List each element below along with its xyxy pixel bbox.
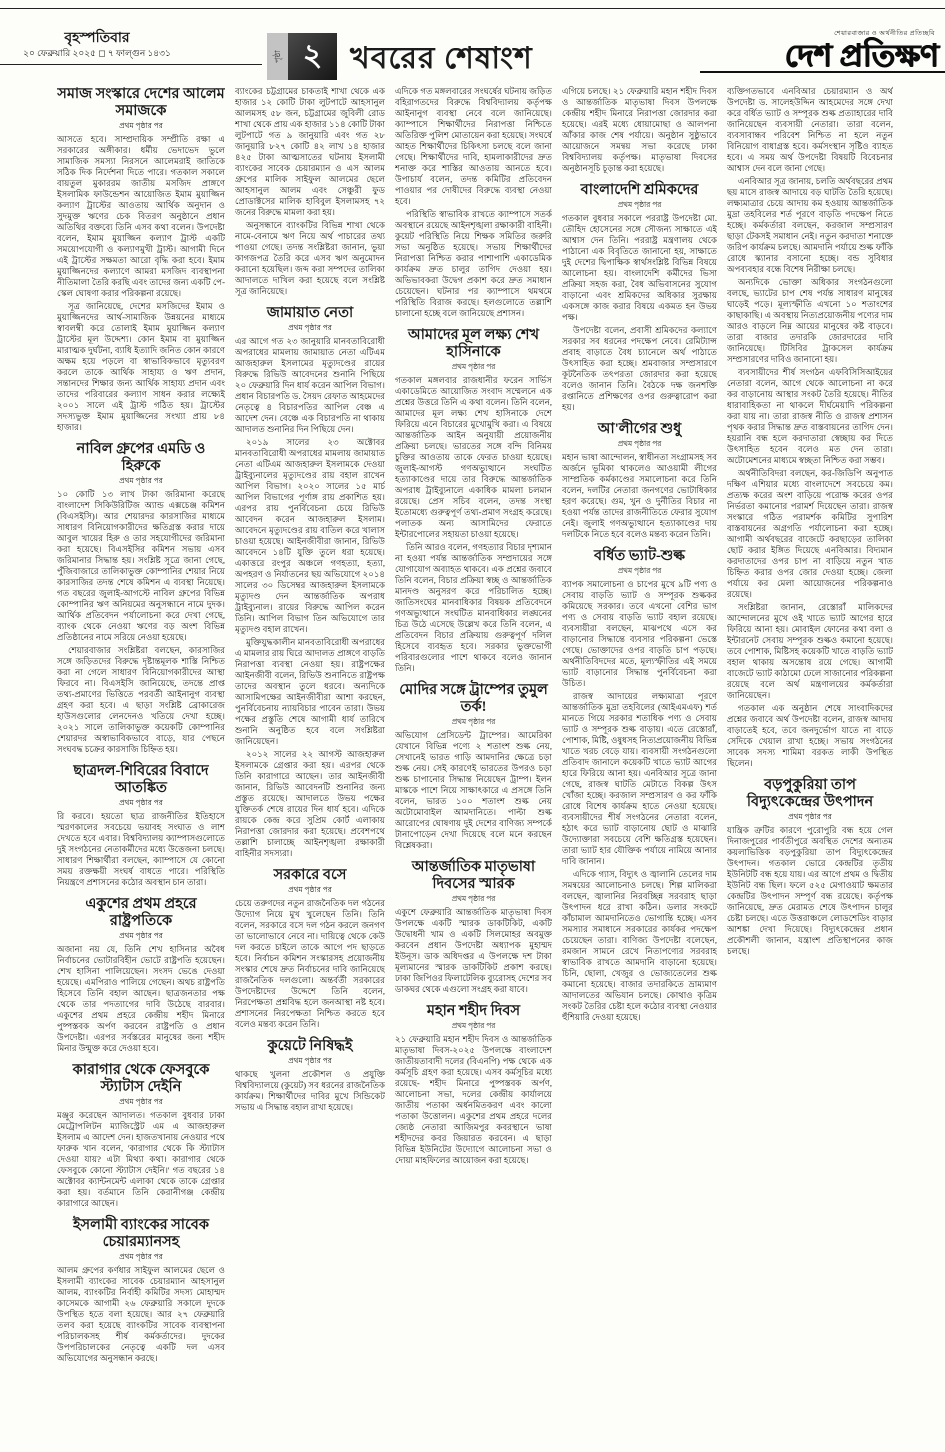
- news-column: [57, 86, 225, 1446]
- body-paragraph: ব্যক্তিগতভাবে এনবিআর চেয়ারম্যান ও অর্থ উপদেষ্টা ড. সালেহউদ্দিন আহমেদের সঙ্গে দেখা করে বর্ধিত ভ্যাট ও সম্পূরক শুল্ক প্রত্যাহারের দাবি জানিয়েছেন ব্যবসায়ী নেতারা। তারা বলেন, ব্যবসাবান্ধব পরিবেশ নিশ্চিত না হলে নতুন বিনিয়োগ বাধাগ্রস্ত হবে। কর্মসংস্থান সৃষ্টিও ব্যাহত হবে। এ সময় অর্থ উপদেষ্টা বিষয়টি বিবেচনার আশ্বাস দেন বলে জানা গেছে।: [727, 86, 893, 173]
- article-headline: ছাত্রদল-শিবিরের বিবাদে আতঙ্কিত: [73, 763, 209, 796]
- top-rule: [0, 8, 945, 9]
- article-headline: একুশের প্রথম প্রহরে রাষ্ট্রপতিকে: [85, 896, 197, 929]
- article-headline: সরকারে বসে: [273, 867, 347, 883]
- continued-from-label: প্রথম পৃষ্ঠার পর: [119, 798, 163, 807]
- body-paragraph: মুক্তিযুদ্ধকালীন মানবতাবিরোধী অপরাধের এ মামলার রায় ঘিরে আদালত প্রাঙ্গণে বাড়তি নিরাপত্তা ব্যবস্থা নেওয়া হয়। রাষ্ট্রপক্ষের আইনজীবী বলেন, রিভিউ শুনানিতে রাষ্ট্রপক্ষ তাদের অবস্থান তুলে ধরবে। অন্যদিকে আসামিপক্ষের আইনজীবীরা আশা করছেন, পুনর্বিবেচনায় ন্যায়বিচার পাবেন তারা। উভয় পক্ষের প্রস্তুতি শেষে আগামী ধার্য তারিখে শুনানি অনুষ্ঠিত হবে বলে সংশ্লিষ্টরা জানিয়েছেন।: [235, 637, 385, 746]
- continued-from-label: প্রথম পৃষ্ঠার পর: [119, 476, 163, 485]
- article-headline: আমাদের মূল লক্ষ্য শেখ হাসিনাকে: [407, 327, 540, 360]
- continued-from-label: প্রথম পৃষ্ঠার পর: [288, 323, 332, 332]
- continued-from-label: প্রথম পৃষ্ঠার পর: [617, 566, 662, 575]
- article-headline: বড়পুকুরিয়া তাপ বিদ্যুৎকেন্দ্রের উৎপাদন: [746, 777, 874, 810]
- continued-from-label: প্রথম পৃষ্ঠার পর: [119, 931, 163, 940]
- article-headline: সমাজ সংস্কারে দেশের আলেম সমাজকে: [57, 86, 225, 119]
- article-headline: কারাগার থেকে ফেসবুকে স্ট্যাটাস দেইনি: [72, 1062, 210, 1095]
- news-column: [562, 86, 717, 1446]
- weekday-label: বৃহস্পতিবার: [64, 31, 130, 46]
- masthead-tagline: শেয়ারবাজার ও অর্থনীতির প্রতিচ্ছবি: [834, 30, 935, 37]
- body-paragraph: মহান ভাষা আন্দোলন, স্বাধীনতা সংগ্রামসহ সব অর্জনে ভূমিকা থাকলেও আওয়ামী লীগের সাম্প্রতিক কর্মকাণ্ডের সমালোচনা করে তিনি বলেন, দলটির নেতারা জনগণের ভোটাধিকার হরণ করেছে। গুম, খুন ও দুর্নীতির বিচার না হওয়া পর্যন্ত তাদের রাজনীতিতে ফেরার সুযোগ নেই। জুলাই গণঅভ্যুত্থানে হত্যাকাণ্ডের দায় দলটিকে নিতে হবে বলেও মন্তব্য করেন তিনি।: [562, 452, 717, 539]
- article-headline: আন্তর্জাতিক মাতৃভাষা দিবসের স্মারক: [411, 859, 536, 892]
- body-paragraph: রি করবে। হয়তো ছাত্র রাজনীতির ইতিহাসে স্মরণকালের সবচেয়ে ভয়াবহ সংঘাত ও লাশ দেখতে হবে এবার। বিশ্ববিদ্যালয় ক্যাম্পাসগুলোতে দুই সংগঠনের নেতাকর্মীদের মধ্যে উত্তেজনা চলছে। সাধারণ শিক্ষার্থীরা বলছেন, ক্যাম্পাসে যে কোনো সময় রক্তক্ষয়ী সংঘর্ষ বাধতে পারে। পরিস্থিতি নিয়ন্ত্রণে প্রশাসনের কঠোর অবস্থান চান তারা।: [57, 811, 225, 887]
- news-column: [395, 86, 552, 1446]
- news-column: [235, 86, 385, 1446]
- article-headline: কুয়েটে নিষিদ্ধই: [267, 1038, 353, 1054]
- page-number-box: [267, 33, 337, 80]
- body-paragraph: একুশে ফেব্রুয়ারি আন্তর্জাতিক মাতৃভাষা দিবস উপলক্ষে একটি স্মারক ডাকটিকিট, একটি উদ্বোধনী খাম ও একটি সিলমোহর অবমুক্ত করবেন প্রধান উপদেষ্টা অধ্যাপক মুহাম্মদ ইউনূস। ডাক অধিদপ্তর এ উপলক্ষে দশ টাকা মূল্যমানের স্মারক ডাকটিকিট প্রকাশ করছে। ঢাকা জিপিওর ফিলাটেলিক ব্যুরোসহ দেশের সব ডাকঘর থেকে এগুলো সংগ্রহ করা যাবে।: [395, 907, 552, 994]
- body-paragraph: উপদেষ্টা বলেন, প্রবাসী শ্রমিকদের কল্যাণে সরকার সব ধরনের পদক্ষেপ নেবে। রেমিট্যান্স প্রবাহ বাড়াতে বৈধ চ্যানেলে অর্থ পাঠাতে উৎসাহিত করা হচ্ছে। শ্রমবাজার সম্প্রসারণে কূটনৈতিক তৎপরতা জোরদার করা হয়েছে বলেও জানান তিনি। বৈঠকে দক্ষ জনশক্তি রপ্তানিতে প্রশিক্ষণের ওপর গুরুত্বারোপ করা হয়।: [562, 325, 717, 412]
- body-paragraph: অজানা নয় যে, তিনি শেখ হাসিনার অবৈধ নির্বাচনের ভোটারবিহীন ভোটে রাষ্ট্রপতি হয়েছেন। শেখ হাসিনা পালিয়েছেন। সংসদ ভেঙে দেওয়া হয়েছে। এমপিরাও পালিয়ে গেছেন। অথচ রাষ্ট্রপতি হিসেবে তিনি বহাল আছেন। ছাত্রজনতার পক্ষ থেকে তার পদত্যাগের দাবি উঠেছে বারবার। একুশের প্রথম প্রহরে কেন্দ্রীয় শহীদ মিনারে পুষ্পস্তবক অর্পণ করবেন রাষ্ট্রপতি ও প্রধান উপদেষ্টা। এরপর সর্বস্তরের মানুষের জন্য শহীদ মিনার উন্মুক্ত করে দেওয়া হবে।: [57, 944, 225, 1053]
- body-paragraph: সংশ্লিষ্টরা জানান, রেস্তোরাঁ মালিকদের আন্দোলনের মুখে ওই খাতে ভ্যাট আগের হারে ফিরিয়ে আনা হয়। মোবাইল ফোনের কথা বলা ও ইন্টারনেট সেবায় সম্পূরক শুল্কও কমানো হয়েছে। তবে পোশাক, মিষ্টিসহ কয়েকটি খাতে বাড়তি ভ্যাট বহাল থাকায় অসন্তোষ রয়ে গেছে। আগামী বাজেটে ভ্যাট কাঠামো ঢেলে সাজানোর পরিকল্পনা রয়েছে বলে অর্থ মন্ত্রণালয়ের কর্মকর্তারা জানিয়েছেন।: [727, 602, 893, 700]
- continued-from-label: প্রথম পৃষ্ঠার পর: [119, 121, 163, 130]
- body-paragraph: চেয়ে তরুণদের নতুন রাজনৈতিক দল গঠনের উদ্যোগ নিয়ে মুখ খুলেছেন তিনি। তিনি বলেন, সরকারে বসে দল গঠন করলে জনগণ তা ভালোভাবে নেবে না। দায়িত্বে থেকে কেউ দল করতে চাইলে তাকে আগে পদ ছাড়তে হবে। নির্বাচন কমিশন সংস্কারসহ প্রয়োজনীয় সংস্কার শেষে দ্রুত নির্বাচনের দাবি জানিয়েছে রাজনৈতিক দলগুলো। অন্তর্বর্তী সরকারের উপদেষ্টাদের উদ্দেশে তিনি বলেন, নিরপেক্ষতা প্রশ্নবিদ্ধ হলে জনআস্থা নষ্ট হবে। প্রশাসনের নিরপেক্ষতা নিশ্চিত করতে হবে বলেও মন্তব্য করেন তিনি।: [235, 898, 385, 1029]
- body-paragraph: মঞ্জুর করেছেন আদালত। গতকাল বুধবার ঢাকা মেট্রোপলিটন ম্যাজিস্ট্রেট এম এ আজহারুল ইসলাম এ আদেশ দেন। হাজতখানায় নেওয়ার পথে ফারুক খান বলেন, 'কারাগার থেকে কি স্ট্যাটাস দেওয়া যায়? এটা মিথ্যা কথা। কারাগার থেকে ফেসবুকে কোনো স্ট্যাটাস দেইনি।' গত বছরের ১৪ অক্টোবর ক্যান্টনমেন্ট এলাকা থেকে তাকে গ্রেপ্তার করা হয়। বর্তমানে তিনি কেরানীগঞ্জ কেন্দ্রীয় কারাগারে আছেন।: [57, 1110, 225, 1208]
- article-headline: আ'লীগের শুধু: [597, 421, 682, 437]
- body-paragraph: ১০ কোটি ১৩ লাখ টাকা জরিমানা করেছে বাংলাদেশ সিকিউরিটিজ অ্যান্ড এক্সচেঞ্জ কমিশন (বিএসইসি)। আর শেয়ারদর কারসাজির মাধ্যমে সাধারণ বিনিয়োগকারীদের ক্ষতিগ্রস্ত করার দায়ে আবুল খায়ের হিরু ও তার সহযোগীদের জরিমানা করা হয়েছে। বিএসইসির কমিশন সভায় এসব জরিমানার সিদ্ধান্ত হয়। সংশ্লিষ্ট সূত্রে জানা গেছে, পুঁজিবাজারে তালিকাভুক্ত কোম্পানির শেয়ার নিয়ে কারসাজির তদন্ত শেষে কমিশন এ ব্যবস্থা নিয়েছে। গত বছরের জুলাই-আগস্টে নাবিল গ্রুপের বিভিন্ন কোম্পানির ঋণ অনিয়মের অনুসন্ধানে নামে দুদক। আর্থিক প্রতিবেদন পর্যালোচনা করে দেখা গেছে, ব্যাংক থেকে নেওয়া ঋণের বড় অংশ বিভিন্ন প্রতিষ্ঠানের নামে সরিয়ে নেওয়া হয়েছে।: [57, 489, 225, 642]
- page-label: পৃষ্ঠা: [267, 33, 288, 80]
- body-paragraph: ব্যবসায়ীদের শীর্ষ সংগঠন এফবিসিসিআইয়ের নেতারা বলেন, আগে থেকে আলোচনা না করে কর বাড়ানোয় আস্থার সংকট তৈরি হয়েছে। নীতির ধারাবাহিকতা না থাকলে দীর্ঘমেয়াদি পরিকল্পনা করা যায় না। তারা রাজস্ব নীতি ও রাজস্ব প্রশাসন পৃথক করার সিদ্ধান্ত দ্রুত বাস্তবায়নের তাগিদ দেন। হয়রানি বন্ধ হলে করদাতারা স্বেচ্ছায় কর দিতে উৎসাহিত হবেন বলেও মত দেন তারা। অটোমেশনের মাধ্যমে স্বচ্ছতা নিশ্চিত করা সম্ভব।: [727, 367, 893, 465]
- continued-from-label: প্রথম পৃষ্ঠার পর: [288, 1056, 332, 1065]
- body-paragraph: পরিস্থিতি স্বাভাবিক রাখতে ক্যাম্পাসে সতর্ক অবস্থানে রয়েছে আইনশৃঙ্খলা রক্ষাকারী বাহিনী। কুয়েট পরিস্থিতি নিয়ে শিক্ষক সমিতির জরুরি সভা অনুষ্ঠিত হয়েছে। সভায় শিক্ষার্থীদের নিরাপত্তা নিশ্চিত করার পাশাপাশি একাডেমিক কার্যক্রম দ্রুত চালুর তাগিদ দেওয়া হয়। অভিভাবকরা উদ্বেগ প্রকাশ করে দ্রুত সমাধান চেয়েছেন। ঘটনার পর ক্যাম্পাসে থমথমে পরিস্থিতি বিরাজ করছে। হলগুলোতে তল্লাশি চালানো হচ্ছে বলে জানিয়েছে প্রশাসন।: [395, 209, 552, 318]
- news-column: [727, 86, 893, 1446]
- article-headline: নাবিল গ্রুপের এমডি ও হিরুকে: [76, 441, 206, 474]
- body-paragraph: ২০১২ সালের ২২ আগস্ট আজহারুল ইসলামকে গ্রেপ্তার করা হয়। এরপর থেকে তিনি কারাগারে আছেন। তার আইনজীবী জানান, রিভিউ আবেদনটি শুনানির জন্য প্রস্তুত রয়েছে। আদালতে উভয় পক্ষের যুক্তিতর্ক শেষে রায়ের দিন ধার্য হবে। এদিকে রায়কে কেন্দ্র করে সুপ্রিম কোর্ট এলাকায় নিরাপত্তা জোরদার করা হয়েছে। প্রবেশপথে তল্লাশি চালাচ্ছে আইনশৃঙ্খলা রক্ষাকারী বাহিনীর সদস্যরা।: [235, 749, 385, 858]
- body-paragraph: গতকাল মঙ্গলবার রাজধানীর ফরেন সার্ভিস একাডেমিতে আয়োজিত সংবাদ সম্মেলনে এক প্রশ্নের উত্তরে তিনি এ কথা বলেন। তিনি বলেন, আমাদের মূল লক্ষ্য শেখ হাসিনাকে দেশে ফিরিয়ে এনে বিচারের মুখোমুখি করা। এ বিষয়ে আন্তর্জাতিক আইন অনুযায়ী প্রয়োজনীয় প্রক্রিয়া চলছে। ভারতের সঙ্গে বন্দি বিনিময় চুক্তির আওতায় তাকে ফেরত চাওয়া হয়েছে। জুলাই-আগস্ট গণঅভ্যুত্থানে সংঘটিত হত্যাকাণ্ডের দায়ে তার বিরুদ্ধে আন্তর্জাতিক অপরাধ ট্রাইব্যুনালে একাধিক মামলা চলমান রয়েছে। প্রেস সচিব বলেন, তদন্ত সংস্থা ইতোমধ্যে গুরুত্বপূর্ণ তথ্য-প্রমাণ সংগ্রহ করেছে। পলাতক অন্য আসামিদের ফেরাতে ইন্টারপোলের সহায়তা চাওয়া হয়েছে।: [395, 375, 552, 539]
- body-paragraph: এদিকে গত মঙ্গলবারের সংঘর্ষের ঘটনায় জড়িত বহিরাগতদের বিরুদ্ধে বিশ্ববিদ্যালয় কর্তৃপক্ষ আইনানুগ ব্যবস্থা নেবে বলে জানিয়েছে। ক্যাম্পাসে শিক্ষার্থীদের নিরাপত্তা নিশ্চিতে অতিরিক্ত পুলিশ মোতায়েন করা হয়েছে। সংঘর্ষে আহত শিক্ষার্থীদের চিকিৎসা চলছে বলে জানা গেছে। শিক্ষার্থীদের দাবি, হামলাকারীদের দ্রুত শনাক্ত করে শাস্তির আওতায় আনতে হবে। উপাচার্য বলেন, তদন্ত কমিটির প্রতিবেদন পাওয়ার পর দোষীদের বিরুদ্ধে ব্যবস্থা নেওয়া হবে।: [395, 86, 552, 206]
- news-columns: [57, 86, 893, 1446]
- masthead-logo: দেশ প্রতিক্ষণ: [784, 38, 939, 73]
- article-headline: ইসলামী ব্যাংকের সাবেক চেয়ারম্যানসহ: [72, 1217, 210, 1250]
- body-paragraph: ব্যাংকের চট্টগ্রামের চাকতাই শাখা থেকে এক হাজার ১২ কোটি টাকা লুটপাটে আহসানুল আলমসহ ৫৮ জন, চট্টগ্রামের জুবিলী রোড শাখা থেকে প্রায় এক হাজার ১১৪ কোটি টাকা লুটপাটে গত ৯ জানুয়ারি এবং গত ২৮ জানুয়ারি ৮২৭ কোটি ৪২ লাখ ১৪ হাজার ৪২৫ টাকা আত্মসাতের ঘটনায় ইসলামী ব্যাংকের সাবেক চেয়ারম্যান ও এস আলম গ্রুপের মালিক সাইফুল আলমের ছেলে আহসানুল আলম এবং সেঞ্চুরী ফুড প্রোডাক্টসের মালিক হাবিবুল ইসলামসহ ৭২ জনের বিরুদ্ধে মামলা করা হয়।: [235, 86, 385, 217]
- article-headline: বাংলাদেশি শ্রমিকদের: [580, 182, 699, 198]
- body-paragraph: ২০১৯ সালের ২৩ অক্টোবর মানবতাবিরোধী অপরাধের মামলায় জামায়াত নেতা এটিএম আজহারুল ইসলামকে দেওয়া ট্রাইব্যুনালের মৃত্যুদণ্ডের রায় বহাল রাখেন আপিল বিভাগ। ২০২০ সালের ১৫ মার্চ আপিল বিভাগের পূর্ণাঙ্গ রায় প্রকাশিত হয়। এরপর রায় পুনর্বিবেচনা চেয়ে রিভিউ আবেদন করেন আজহারুল ইসলাম। আবেদনে মৃত্যুদণ্ডের রায় বাতিল করে খালাস চাওয়া হয়েছে। আইনজীবীরা জানান, রিভিউ আবেদনে ১৪টি যুক্তি তুলে ধরা হয়েছে। একাত্তরে রংপুর অঞ্চলে গণহত্যা, হত্যা, অপহরণ ও নির্যাতনের ছয় অভিযোগে ২০১৪ সালের ৩০ ডিসেম্বর আজহারুল ইসলামকে মৃত্যুদণ্ড দেন আন্তর্জাতিক অপরাধ ট্রাইব্যুনাল। রায়ের বিরুদ্ধে আপিল করেন তিনি। আপিল বিভাগ তিন অভিযোগে তার মৃত্যুদণ্ড বহাল রাখেন।: [235, 437, 385, 634]
- article-headline: বর্ধিত ভ্যাট-শুল্ক: [594, 548, 685, 564]
- continued-from-label: প্রথম পৃষ্ঠার পর: [617, 200, 662, 209]
- page-number: ২: [288, 33, 337, 80]
- continued-from-label: প্রথম পৃষ্ঠার পর: [451, 362, 496, 371]
- body-paragraph: অর্থনীতিবিদরা বলছেন, কর-জিডিপি অনুপাত দক্ষিণ এশিয়ার মধ্যে বাংলাদেশে সবচেয়ে কম। প্রত্যক্ষ করের অংশ বাড়িয়ে পরোক্ষ করের ওপর নির্ভরতা কমানোর পরামর্শ দিয়েছেন তারা। রাজস্ব সংস্কারে গঠিত পরামর্শক কমিটির সুপারিশ বাস্তবায়নের অগ্রগতি পর্যালোচনা করা হচ্ছে। আগামী অর্থবছরের বাজেটে করছাড়ের তালিকা ছোট করার ইঙ্গিত দিয়েছে এনবিআর। বিদ্যমান করদাতাদের ওপর চাপ না বাড়িয়ে নতুন খাত চিহ্নিত করার ওপর জোর দেওয়া হচ্ছে। জেলা পর্যায়ে কর মেলা আয়োজনের পরিকল্পনাও রয়েছে।: [727, 468, 893, 599]
- continued-from-label: প্রথম পৃষ্ঠার পর: [451, 717, 496, 726]
- body-paragraph: থাকছে খুলনা প্রকৌশল ও প্রযুক্তি বিশ্ববিদ্যালয়ে (কুয়েট) সব ধরনের রাজনৈতিক কার্যক্রম। শিক্ষার্থীদের দাবির মুখে সিন্ডিকেট সভায় এ সিদ্ধান্ত বহাল রাখা হয়েছে।: [235, 1069, 385, 1112]
- body-paragraph: গতকাল এক অনুষ্ঠান শেষে সাংবাদিকদের প্রশ্নের জবাবে অর্থ উপদেষ্টা বলেন, রাজস্ব আদায় বাড়াতেই হবে, তবে জনদুর্ভোগ যাতে না বাড়ে সেদিকে খেয়াল রাখা হচ্ছে। সভায় সংগঠনের সাবেক সদস্য শামিমা বরকত লাকী উপস্থিত ছিলেন।: [727, 703, 893, 768]
- body-paragraph: এনবিআর সূত্র জানায়, চলতি অর্থবছরের প্রথম ছয় মাসে রাজস্ব আদায়ে বড় ঘাটতি তৈরি হয়েছে। লক্ষ্যমাত্রার চেয়ে আদায় কম হওয়ায় আন্তর্জাতিক মুদ্রা তহবিলের শর্ত পূরণে বাড়তি পদক্ষেপ নিতে হচ্ছে। কর্মকর্তারা বলছেন, করজাল সম্প্রসারণ ছাড়া টেকসই সমাধান নেই। নতুন করদাতা শনাক্তে জরিপ কার্যক্রম চলছে। আমদানি পর্যায়ে শুল্ক ফাঁকি রোধে স্ক্যানার বসানো হচ্ছে। বন্ড সুবিধার অপব্যবহার বন্ধে বিশেষ নিরীক্ষা চলছে।: [727, 176, 893, 274]
- header-rule-left: [0, 64, 262, 65]
- continued-from-label: প্রথম পৃষ্ঠার পর: [451, 1021, 496, 1030]
- continued-from-label: প্রথম পৃষ্ঠার পর: [119, 1252, 163, 1261]
- body-paragraph: রাজস্ব আদায়ের লক্ষ্যমাত্রা পূরণে আন্তর্জাতিক মুদ্রা তহবিলের (আইএমএফ) শর্ত মানতে গিয়ে সরকার শতাধিক পণ্য ও সেবায় ভ্যাট ও সম্পূরক শুল্ক বাড়ায়। এতে রেস্তোরাঁ, পোশাক, মিষ্টি, ওষুধসহ নিত্যপ্রয়োজনীয় বিভিন্ন খাতে খরচ বেড়ে যায়। ব্যবসায়ী সংগঠনগুলো প্রতিবাদ জানালে কয়েকটি খাতে ভ্যাট আগের হারে ফিরিয়ে আনা হয়। এনবিআর সূত্রে জানা গেছে, রাজস্ব ঘাটতি মেটাতে বিকল্প উৎস খোঁজা হচ্ছে। করজাল সম্প্রসারণ ও কর ফাঁকি রোধে বিশেষ কার্যক্রম হাতে নেওয়া হয়েছে। ব্যবসায়ীদের শীর্ষ সংগঠনের নেতারা বলেন, হঠাৎ করে ভ্যাট বাড়ানোয় ছোট ও মাঝারি উদ্যোক্তারা সবচেয়ে বেশি ক্ষতিগ্রস্ত হয়েছেন। তারা ভ্যাট হার যৌক্তিক পর্যায়ে নামিয়ে আনার দাবি জানান।: [562, 691, 717, 866]
- body-paragraph: এগিয়ে চলছে। ২১ ফেব্রুয়ারি মহান শহীদ দিবস ও আন্তর্জাতিক মাতৃভাষা দিবস উপলক্ষে কেন্দ্রীয় শহীদ মিনারে নিরাপত্তা জোরদার করা হয়েছে। এরই মধ্যে ধোয়ামোছা ও আলপনা আঁকার কাজ শেষ পর্যায়ে। অনুষ্ঠান সুষ্ঠুভাবে আয়োজনে সমন্বয় সভা করেছে ঢাকা বিশ্ববিদ্যালয় কর্তৃপক্ষ। মাতৃভাষা দিবসের অনুষ্ঠানসূচি চূড়ান্ত করা হয়েছে।: [562, 86, 717, 173]
- body-paragraph: সূত্র জানিয়েছে, দেশের মসজিদের ইমাম ও মুয়াজ্জিনদের আর্থ-সামাজিক উন্নয়নের মাধ্যমে স্বাবলম্বী করে তোলাই ইমাম মুয়াজ্জিন কল্যাণ ট্রাস্টের মূল উদ্দেশ্য। কোন ইমাম বা মুয়াজ্জিন মারাত্মক দুর্ঘটনা, ব্যাধি ইত্যাদি জনিত কোন কারণে অক্ষম হয়ে পড়লে বা স্বাভাবিকভাবে মৃত্যুবরণ করলে তাকে আর্থিক সাহায্য ও ঋণ প্রদান, সন্তানদের শিক্ষার জন্য আর্থিক সাহায্য প্রদান এবং তাদের পরিবারের কল্যাণ সাধন করার লক্ষ্যেই ২০০১ সালে এই ট্রাস্ট গঠিত হয়। ট্রাস্টের সদস্যভুক্ত ইমাম মুয়াজ্জিনের সংখ্যা প্রায় ৮৪ হাজার।: [57, 301, 225, 432]
- body-paragraph: যান্ত্রিক ত্রুটির কারণে পুরোপুরি বন্ধ হয়ে গেল দিনাজপুরের পার্বতীপুরে অবস্থিত দেশের অন্যতম কয়লাভিত্তিক বড়পুকুরিয়া তাপ বিদ্যুৎকেন্দ্রের উৎপাদন। গতকাল ভোরে কেন্দ্রটির তৃতীয় ইউনিটটি বন্ধ হয়ে যায়। এর আগে প্রথম ও দ্বিতীয় ইউনিট বন্ধ ছিল। ফলে ৫২৫ মেগাওয়াট ক্ষমতার কেন্দ্রটির উৎপাদন সম্পূর্ণ বন্ধ রয়েছে। কর্তৃপক্ষ জানিয়েছে, দ্রুত মেরামত শেষে উৎপাদন চালুর চেষ্টা চলছে। এতে উত্তরাঞ্চলে লোডশেডিং বাড়ার আশঙ্কা দেখা দিয়েছে। বিদ্যুৎকেন্দ্রের প্রধান প্রকৌশলী জানান, যন্ত্রাংশ প্রতিস্থাপনের কাজ চলছে।: [727, 825, 893, 956]
- date-line: ২০ ফেব্রুয়ারি ২০২৫ ◻ ৭ ফাল্গুন ১৪৩১: [23, 48, 171, 58]
- body-paragraph: এর আগে গত ২৩ জানুয়ারি মানবতাবিরোধী অপরাধের মামলায় জামায়াত নেতা এটিএম আজহারুল ইসলামের মৃত্যুদণ্ডের রায়ের বিরুদ্ধে রিভিউ আবেদনের শুনানি পিছিয়ে ২০ ফেব্রুয়ারি দিন ধার্য করেন আপিল বিভাগ। প্রধান বিচারপতি ড. সৈয়দ রেফাত আহমেদের নেতৃত্বে ৪ বিচারপতির আপিল বেঞ্চ এ আদেশ দেন। বেঞ্চে এক বিচারপতি না থাকায় আদালত শুনানির দিন পিছিয়ে দেন।: [235, 336, 385, 434]
- continued-from-label: প্রথম পৃষ্ঠার পর: [451, 894, 496, 903]
- body-paragraph: এদিকে গ্যাস, বিদ্যুৎ ও জ্বালানি তেলের দাম সমন্বয়ের আলোচনাও চলছে। শিল্প মালিকরা বলছেন, জ্বালানির নিরবচ্ছিন্ন সরবরাহ ছাড়া উৎপাদন ধরে রাখা কঠিন। ডলার সংকটে কাঁচামাল আমদানিতেও ভোগান্তি হচ্ছে। এসব সমস্যার সমাধানে সরকারের কার্যকর পদক্ষেপ চেয়েছেন তারা। বাণিজ্য উপদেষ্টা বলেছেন, রমজান সামনে রেখে নিত্যপণ্যের সরবরাহ স্বাভাবিক রাখতে আমদানি বাড়ানো হয়েছে। চিনি, ছোলা, খেজুর ও ভোজ্যতেলের শুল্ক কমানো হয়েছে। বাজার তদারকিতে ভ্রাম্যমাণ আদালতের অভিযান চলছে। কোথাও কৃত্রিম সংকট তৈরির চেষ্টা হলে কঠোর ব্যবস্থা নেওয়ার হুঁশিয়ারি দেওয়া হয়েছে।: [562, 869, 717, 1022]
- continued-from-label: প্রথম পৃষ্ঠার পর: [617, 439, 662, 448]
- date-block: [18, 30, 176, 60]
- continued-from-label: প্রথম পৃষ্ঠার পর: [119, 1097, 163, 1106]
- body-paragraph: অন্যদিকে ভোক্তা অধিকার সংগঠনগুলো বলছে, ভ্যাটের চাপ শেষ পর্যন্ত সাধারণ মানুষের ঘাড়েই পড়ে। মূল্যস্ফীতি এখনো ১০ শতাংশের কাছাকাছি। এ অবস্থায় নিত্যপ্রয়োজনীয় পণ্যের দাম আরও বাড়লে নিম্ন আয়ের মানুষের কষ্ট বাড়বে। তারা বাজার তদারকি জোরদারের দাবি জানিয়েছে। টিসিবির ট্রাকসেল কার্যক্রম সম্প্রসারণের দাবিও জানানো হয়।: [727, 277, 893, 364]
- body-paragraph: গতকাল বুধবার সকালে পররাষ্ট্র উপদেষ্টা মো. তৌহিদ হোসেনের সঙ্গে সৌজন্য সাক্ষাতে এই আশ্বাস দেন তিনি। পররাষ্ট্র মন্ত্রণালয় থেকে পাঠানো এক বিবৃতিতে জানানো হয়, সাক্ষাতে দুই দেশের দ্বিপাক্ষিক স্বার্থসংশ্লিষ্ট বিভিন্ন বিষয়ে আলোচনা হয়। বাংলাদেশি কর্মীদের ভিসা প্রক্রিয়া সহজ করা, বৈধ অভিবাসনের সুযোগ বাড়ানো এবং শ্রমিকদের অধিকার সুরক্ষায় একসঙ্গে কাজ করার বিষয়ে একমত হন উভয় পক্ষ।: [562, 213, 717, 322]
- section-title: খবরের শেষাংশ: [350, 34, 541, 89]
- article-headline: মোদির সঙ্গে ট্রাম্পের তুমুল তর্ক!: [399, 682, 548, 715]
- body-paragraph: আসতে হবে। সাম্প্রদায়িক সম্প্রীতি রক্ষা এ সরকারের অঙ্গীকার। ধর্মীয় ভেদাভেদ ভুলে সামাজিক সমস্যা নিরসনে আলেমরাই জাতিকে সঠিক দিক নির্দেশনা দিতে পারে। গতকাল সকালে বায়তুল মুকাররম জাতীয় মসজিদ প্রাঙ্গণে ইসলামিক ফাউন্ডেশন আয়োজিত ইমাম মুয়াজ্জিন কল্যাণ ট্রাস্টের আওতায় আর্থিক অনুদান ও সুদমুক্ত ঋণের চেক বিতরণ অনুষ্ঠানে প্রধান অতিথির বক্তব্যে তিনি এসব কথা বলেন। উপদেষ্টা বলেন, ইমাম মুয়াজ্জিন কল্যাণ ট্রাস্ট একটি সময়োপযোগী ও কল্যাণমুখী ট্রাস্ট। আগামী দিনে এই ট্রাস্টের সক্ষমতা আরো বৃদ্ধি করা হবে। ইমাম মুয়াজ্জিনদের কল্যাণে আমরা মসজিদ ব্যবস্থাপনা নীতিমালা তৈরি করছি এবং তাদের জন্য একটি পে-স্কেল ঘোষণা করার পরিকল্পনা রয়েছে।: [57, 134, 225, 298]
- body-paragraph: অভিযোগ প্রেসিডেন্ট ট্রাম্পের। আমেরিকা যেখানে বিভিন্ন পণ্যে ২ শতাংশ শুল্ক নেয়, সেখানেই ভারত গাড়ি আমদানির ক্ষেত্রে চড়া শুল্ক নেয়। সেই কারণেই ভারতের উপরও চড়া শুল্ক চাপানোর সিদ্ধান্ত নিয়েছেন ট্রাম্প। ইলন মাস্ককে পাশে নিয়ে সাক্ষাৎকারে এ প্রসঙ্গে তিনি বলেন, ভারত ১০০ শতাংশ শুল্ক নেয় অটোমোবাইল আমদানিতে। পাল্টা শুল্ক আরোপের ঘোষণায় দুই দেশের বাণিজ্য সম্পর্কে টানাপোড়েন দেখা দিয়েছে বলে মনে করছেন বিশ্লেষকরা।: [395, 730, 552, 850]
- continued-from-label: প্রথম পৃষ্ঠার পর: [288, 885, 332, 894]
- article-headline: জামায়াত নেতা: [266, 305, 354, 321]
- body-paragraph: তিনি আরও বলেন, গণহত্যার বিচার দৃশ্যমান না হওয়া পর্যন্ত আন্তর্জাতিক সম্প্রদায়ের সঙ্গে যোগাযোগ অব্যাহত থাকবে। এক প্রশ্নের জবাবে তিনি বলেন, বিচার প্রক্রিয়া স্বচ্ছ ও আন্তর্জাতিক মানদণ্ড অনুসরণ করে পরিচালিত হচ্ছে। জাতিসংঘের মানবাধিকার বিষয়ক প্রতিবেদনে গণঅভ্যুত্থানে সংঘটিত মানবাধিকার লঙ্ঘনের চিত্র উঠে এসেছে উল্লেখ করে তিনি বলেন, এ প্রতিবেদন বিচার প্রক্রিয়ায় গুরুত্বপূর্ণ দলিল হিসেবে ব্যবহৃত হবে। সরকার ভুক্তভোগী পরিবারগুলোর পাশে থাকবে বলেও জানান তিনি।: [395, 542, 552, 673]
- body-paragraph: ব্যাপক সমালোচনা ও চাপের মুখে ৯টি পণ্য ও সেবায় বাড়তি ভ্যাট ও সম্পূরক শুল্ককর কমিয়েছে সরকার। তবে এখনো বেশির ভাগ পণ্য ও সেবায় বাড়তি ভ্যাট বহাল রয়েছে। ব্যবসায়ীরা বলছেন, মাঝপথে এসে কর বাড়ানোর সিদ্ধান্তে ব্যবসার পরিকল্পনা ভেস্তে গেছে। ভোক্তাদের ওপর বাড়তি চাপ পড়ছে। অর্থনীতিবিদদের মতে, মূল্যস্ফীতির এই সময়ে ভ্যাট বাড়ানোর সিদ্ধান্ত পুনর্বিবেচনা করা উচিত।: [562, 579, 717, 688]
- continued-from-label: প্রথম পৃষ্ঠার পর: [788, 812, 832, 821]
- article-headline: মহান শহীদ দিবস: [426, 1003, 521, 1019]
- body-paragraph: শেয়ারবাজার সংশ্লিষ্টরা বলছেন, কারসাজির সঙ্গে জড়িতদের বিরুদ্ধে দৃষ্টান্তমূলক শাস্তি নিশ্চিত করা না গেলে সাধারণ বিনিয়োগকারীদের আস্থা ফিরবে না। বিএসইসি জানিয়েছে, তদন্তে প্রাপ্ত তথ্য-প্রমাণের ভিত্তিতে পরবর্তী আইনানুগ ব্যবস্থা গ্রহণ করা হবে। এ ছাড়া সংশ্লিষ্ট ব্রোকারেজ হাউসগুলোর লেনদেনও খতিয়ে দেখা হচ্ছে। ২০২১ সালে তালিকাভুক্ত কয়েকটি কোম্পানির শেয়ারদর অস্বাভাবিকভাবে বাড়ে, যার পেছনে সংঘবদ্ধ চক্রের কারসাজি চিহ্নিত হয়।: [57, 645, 225, 754]
- masthead: [689, 28, 939, 73]
- body-paragraph: আলম গ্রুপের কর্ণধার সাইফুল আলমের ছেলে ও ইসলামী ব্যাংকের সাবেক চেয়ারম্যান আহসানুল আলম, ব্যাংকটির নির্বাহী কমিটির সদস্য মোহাম্মদ কাসেমকে আগামী ২৬ ফেব্রুয়ারি সকালে দুদকে উপস্থিত হতে বলা হয়েছে। আর ২৭ ফেব্রুয়ারি তলব করা হয়েছে ব্যাংকটির সাবেক ব্যবস্থাপনা পরিচালকসহ শীর্ষ কর্মকর্তাদের। দুদকের উপপরিচালকের নেতৃত্বে একটি দল এসব অভিযোগের অনুসন্ধান করছে।: [57, 1265, 225, 1363]
- body-paragraph: অনুসন্ধানে ব্যাংকটির বিভিন্ন শাখা থেকে নামে-বেনামে ঋণ নিয়ে অর্থ পাচারের তথ্য পাওয়া গেছে। তদন্ত সংশ্লিষ্টরা জানান, ভুয়া কাগজপত্র তৈরি করে এসব ঋণ অনুমোদন করানো হয়েছিল। জব্দ করা সম্পদের তালিকা আদালতে দাখিল করা হয়েছে বলে সংশ্লিষ্ট সূত্র জানিয়েছে।: [235, 220, 385, 296]
- body-paragraph: ২১ ফেব্রুয়ারি মহান শহীদ দিবস ও আন্তর্জাতিক মাতৃভাষা দিবস-২০২৫ উপলক্ষে বাংলাদেশ জাতীয়তাবাদী দলের (বিএনপি) পক্ষ থেকে এক কর্মসূচি গ্রহণ করা হয়েছে। এসব কর্মসূচির মধ্যে রয়েছে- শহীদ মিনারে পুষ্পস্তবক অর্পণ, আলোচনা সভা, দলের কেন্দ্রীয় কার্যালয়ে জাতীয় পতাকা অর্ধনমিতকরণ এবং কালো পতাকা উত্তোলন। একুশের প্রথম প্রহরে দলের জ্যেষ্ঠ নেতারা আজিমপুর কবরস্থানে ভাষা শহীদদের কবর জিয়ারত করবেন। এ ছাড়া বিভিন্ন ইউনিটের উদ্যোগে আলোচনা সভা ও দোয়া মাহফিলের আয়োজন করা হয়েছে।: [395, 1034, 552, 1165]
